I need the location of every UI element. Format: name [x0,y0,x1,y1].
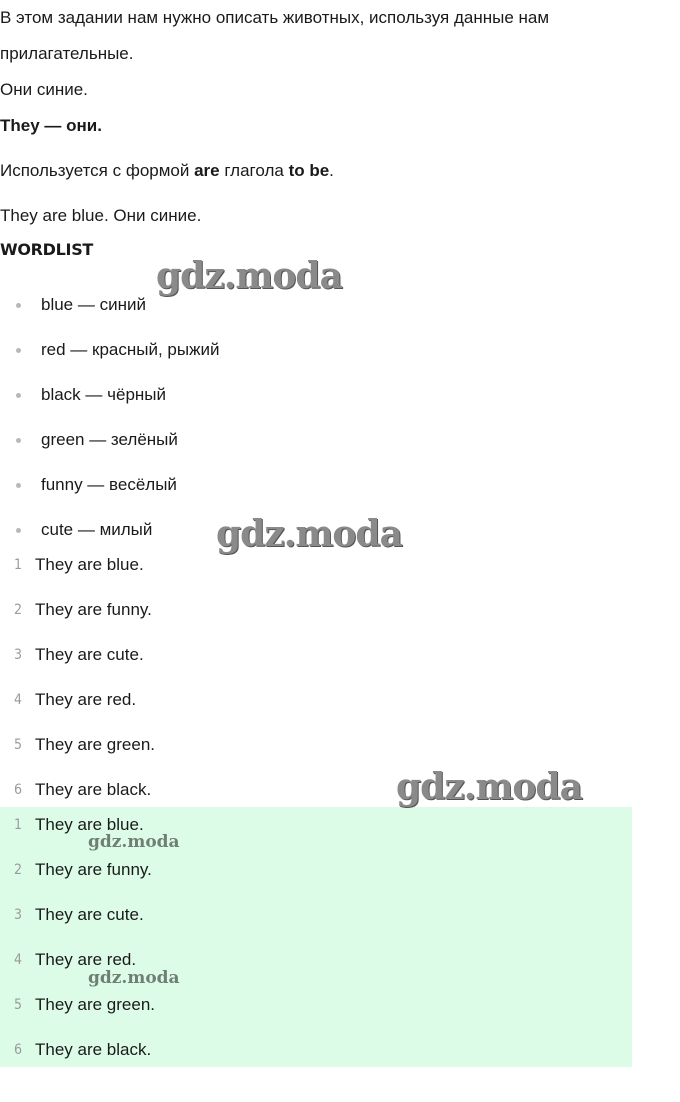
answer-number: 4 [13,952,22,968]
intro-line-5-post: . [329,161,334,180]
answer-text: They are red. [35,690,137,709]
answer-number: 3 [13,647,22,663]
watermark-logo: gdz.moda [396,766,582,808]
bullet-icon [16,348,21,353]
wordlist-item-text: black — чёрный [41,385,167,404]
answer-text: They are cute. [35,645,144,664]
answer-text: They are green. [35,735,156,754]
bullet-icon [16,483,21,488]
answer-text: They are red. [35,950,137,969]
intro-line-5 [0,161,334,181]
answer-text: They are green. [35,995,156,1014]
answer-text: They are funny. [35,600,152,619]
answer-number: 1 [13,557,22,573]
answer-number: 4 [13,692,22,708]
answer-text: They are black. [35,780,152,799]
answer-text: They are funny. [35,860,152,879]
bullet-icon [16,438,21,443]
intro-line-3: Они синие. [0,80,88,99]
intro-line-5-bold-to-be: to be [288,161,330,180]
answer-number: 1 [13,817,22,833]
answer-number: 5 [13,997,22,1013]
answer-text: They are black. [35,1040,152,1059]
wordlist-title: WORDLIST [0,240,94,259]
answer-text: They are cute. [35,905,144,924]
bullet-icon [16,528,21,533]
intro-line-5-mid: глагола [219,161,289,180]
intro-line-1: В этом задании нам нужно описать животных, используя данные нам [0,8,550,27]
wordlist-item-text: red — красный, рыжий [41,340,220,359]
watermark-logo: gdz.moda [156,255,342,297]
intro-line-6: They are blue. Они синие. [0,206,202,225]
answer-number: 2 [13,602,22,618]
intro-line-5-pre: Используется с формой [0,161,195,180]
wordlist-item-text: blue — синий [41,295,146,314]
answer-number: 2 [13,862,22,878]
answer-text: They are blue. [35,555,144,574]
bullet-icon [16,393,21,398]
intro-line-5-bold-are: are [194,161,220,180]
intro-line-2: прилагательные. [0,44,134,63]
wordlist-item-text: cute — милый [41,520,153,539]
answer-number: 6 [13,782,22,798]
watermark-logo: gdz.moda [88,832,180,852]
answer-number: 6 [13,1042,22,1058]
answer-text: They are blue. [35,815,144,834]
intro-line-4: They — они. [0,116,102,135]
answer-number: 3 [13,907,22,923]
watermark-logo: gdz.moda [88,968,180,988]
watermark-logo: gdz.moda [216,513,402,555]
wordlist-item-text: funny — весёлый [41,475,177,494]
bullet-icon [16,303,21,308]
answer-number: 5 [13,737,22,753]
wordlist-item-text: green — зелёный [41,430,178,449]
